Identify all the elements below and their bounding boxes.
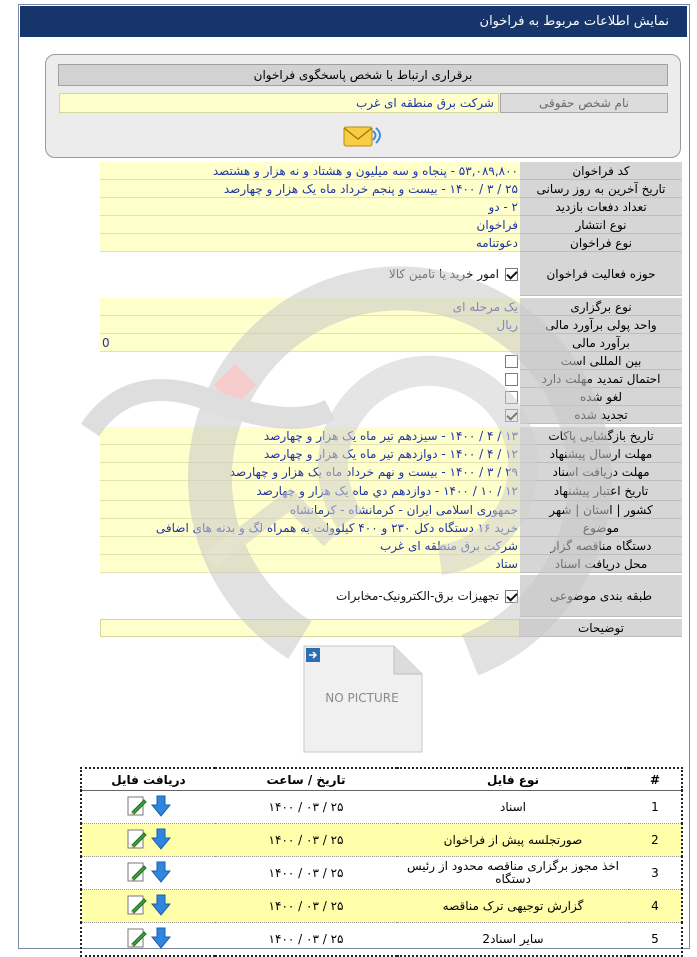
extend-prob-label: احتمال تمدید مهلت دارد — [520, 370, 682, 388]
no-picture-text: NO PICTURE — [325, 691, 399, 705]
download-arrow-icon[interactable] — [150, 861, 172, 883]
updated-value: ۲۵ / ۳ / ۱۴۰۰ - بیست و پنجم خرداد ماه یک هزار و چهارصد — [100, 180, 520, 198]
calltype-label: نوع فراخوان — [520, 234, 682, 252]
extend-prob-checkbox[interactable] — [505, 373, 518, 386]
renewed-checkbox[interactable] — [505, 409, 518, 422]
org-label: دستگاه مناقصه گزار — [520, 537, 682, 555]
row-estimate — [100, 334, 682, 352]
row-updated — [100, 180, 682, 198]
intl-value — [100, 352, 520, 370]
table-row — [81, 791, 682, 824]
updated-label: تاریخ آخرین به روز رسانی — [520, 180, 682, 198]
row-visits — [100, 198, 682, 216]
file-type: سایر اسناد2 — [397, 923, 629, 957]
file-download-cell — [81, 824, 215, 857]
files-table — [80, 767, 683, 957]
files-header-row — [81, 768, 682, 791]
intl-checkbox[interactable] — [505, 355, 518, 368]
row-code — [100, 162, 682, 180]
row-category — [100, 575, 682, 617]
table-row — [81, 890, 682, 923]
renewed-label: تجدید شده — [520, 406, 682, 424]
visits-value: ۲ - دو — [100, 198, 520, 216]
subject-label: موضوع — [520, 519, 682, 537]
validity-value: ۱۲ / ۱۰ / ۱۴۰۰ - دوازدهم دي ماه یک هزار و چهارصد — [100, 481, 520, 501]
row-pubtype — [100, 216, 682, 234]
file-num: 1 — [629, 791, 682, 824]
row-activity — [100, 252, 682, 296]
file-date: ۲۵ / ۰۳ / ۱۴۰۰ — [215, 824, 397, 857]
row-location — [100, 501, 682, 519]
place-value: ستاد — [100, 555, 520, 573]
pubtype-label: نوع انتشار — [520, 216, 682, 234]
activity-checkbox[interactable] — [505, 268, 518, 281]
row-renewed — [100, 406, 682, 424]
table-row — [81, 857, 682, 890]
row-extend-prob — [100, 370, 682, 388]
location-value: جمهوری اسلامی ایران - کرمانشاه - کرمانشاه — [100, 501, 520, 519]
legal-person-label: نام شخص حقوقی — [500, 93, 668, 113]
envelope-icon[interactable] — [342, 122, 382, 150]
col-num: # — [629, 768, 682, 791]
row-validity — [100, 481, 682, 501]
code-value: ۵۳,۰۸۹,۸۰۰ - پنجاه و سه میلیون و هشتاد و نه هزار و هشتصد — [100, 162, 520, 180]
code-label: کد فراخوان — [520, 162, 682, 180]
row-intl — [100, 352, 682, 370]
category-text: تجهیزات برق-الکترونیک-مخابرات — [335, 589, 499, 603]
file-date: ۲۵ / ۰۳ / ۱۴۰۰ — [215, 857, 397, 890]
file-num: 4 — [629, 890, 682, 923]
file-download-group[interactable] — [126, 861, 172, 883]
file-type: صورتجلسه پیش از فراخوان — [397, 824, 629, 857]
row-place — [100, 555, 682, 573]
cancelled-checkbox[interactable] — [505, 391, 518, 404]
row-holding — [100, 298, 682, 316]
desc-value — [100, 619, 520, 637]
file-date: ۲۵ / ۰۳ / ۱۴۰۰ — [215, 890, 397, 923]
file-type: گزارش توجیهی ترک مناقصه — [397, 890, 629, 923]
file-num: 2 — [629, 824, 682, 857]
subject-value: خرید ۱۶ دستگاه دکل ۲۳۰ و ۴۰۰ کیلوولت به همراه لگ و بدنه های اضافی — [100, 519, 520, 537]
file-type: اخذ مجوز برگزاری مناقصه محدود از رئیس دستگاه — [397, 857, 629, 890]
download-arrow-icon[interactable] — [150, 828, 172, 850]
edit-document-icon[interactable] — [126, 795, 148, 817]
row-opening — [100, 427, 682, 445]
file-num: 3 — [629, 857, 682, 890]
org-value: شرکت برق منطقه ای غرب — [100, 537, 520, 555]
estimate-value: 0 — [100, 334, 520, 352]
holding-label: نوع برگزاری — [520, 298, 682, 316]
location-label: کشور | استان | شهر — [520, 501, 682, 519]
activity-label: حوزه فعالیت فراخوان — [520, 252, 682, 296]
file-download-cell — [81, 857, 215, 890]
files-table-body — [81, 791, 682, 957]
category-value — [100, 575, 520, 617]
edit-document-icon[interactable] — [126, 927, 148, 949]
currency-value: ریال — [100, 316, 520, 334]
col-type: نوع فایل — [397, 768, 629, 791]
validity-label: تاریخ اعتبار پیشنهاد — [520, 481, 682, 501]
visits-label: تعداد دفعات بازدید — [520, 198, 682, 216]
file-date: ۲۵ / ۰۳ / ۱۴۰۰ — [215, 791, 397, 824]
row-receive-deadline — [100, 463, 682, 481]
receive-deadline-value: ۲۹ / ۳ / ۱۴۰۰ - بیست و نهم خرداد ماه یک هزار و چهارصد — [100, 463, 520, 481]
download-arrow-icon[interactable] — [150, 795, 172, 817]
edit-document-icon[interactable] — [126, 894, 148, 916]
desc-label: توضیحات — [520, 619, 682, 637]
pubtype-value: فراخوان — [100, 216, 520, 234]
row-currency — [100, 316, 682, 334]
calltype-value: دعوتنامه — [100, 234, 520, 252]
send-deadline-label: مهلت ارسال پیشنهاد — [520, 445, 682, 463]
opening-label: تاریخ بازگشایی پاکات — [520, 427, 682, 445]
no-picture-image — [302, 644, 424, 754]
table-row — [81, 824, 682, 857]
category-label: طبقه بندی موضوعی — [520, 575, 682, 617]
extend-prob-value — [100, 370, 520, 388]
file-download-group[interactable] — [126, 927, 172, 949]
file-num: 5 — [629, 923, 682, 957]
file-download-group[interactable] — [126, 894, 172, 916]
estimate-label: برآورد مالی — [520, 334, 682, 352]
currency-label: واحد پولی برآورد مالی — [520, 316, 682, 334]
file-type: اسناد — [397, 791, 629, 824]
row-cancelled — [100, 388, 682, 406]
row-org — [100, 537, 682, 555]
file-date: ۲۵ / ۰۳ / ۱۴۰۰ — [215, 923, 397, 957]
cancelled-label: لغو شده — [520, 388, 682, 406]
row-calltype — [100, 234, 682, 252]
holding-value: یک مرحله ای — [100, 298, 520, 316]
file-download-cell — [81, 890, 215, 923]
row-send-deadline — [100, 445, 682, 463]
opening-value: ۱۳ / ۴ / ۱۴۰۰ - سیزدهم تیر ماه یک هزار و چهارصد — [100, 427, 520, 445]
activity-text: امور خرید یا تامین کالا — [388, 267, 499, 281]
intl-label: بین المللی است — [520, 352, 682, 370]
cancelled-value — [100, 388, 520, 406]
col-date: تاریخ / ساعت — [215, 768, 397, 791]
category-checkbox[interactable] — [505, 590, 518, 603]
send-deadline-value: ۱۲ / ۴ / ۱۴۰۰ - دوازدهم تیر ماه یک هزار و چهارصد — [100, 445, 520, 463]
edit-document-icon[interactable] — [126, 828, 148, 850]
renewed-value — [100, 406, 520, 424]
file-download-group[interactable] — [126, 828, 172, 850]
col-download: دریافت فایل — [81, 768, 215, 791]
download-arrow-icon[interactable] — [150, 894, 172, 916]
receive-deadline-label: مهلت دریافت اسناد — [520, 463, 682, 481]
legal-person-value: شرکت برق منطقه ای غرب — [59, 93, 499, 113]
file-download-group[interactable] — [126, 795, 172, 817]
page-title: نمایش اطلاعات مربوط به فراخوان — [20, 6, 687, 37]
contact-title: برقراری ارتباط با شخص پاسخگوی فراخوان — [58, 64, 668, 86]
activity-value — [100, 252, 520, 296]
row-subject — [100, 519, 682, 537]
download-arrow-icon[interactable] — [150, 927, 172, 949]
file-download-cell — [81, 791, 215, 824]
place-label: محل دریافت اسناد — [520, 555, 682, 573]
row-desc — [100, 619, 682, 637]
edit-document-icon[interactable] — [126, 861, 148, 883]
